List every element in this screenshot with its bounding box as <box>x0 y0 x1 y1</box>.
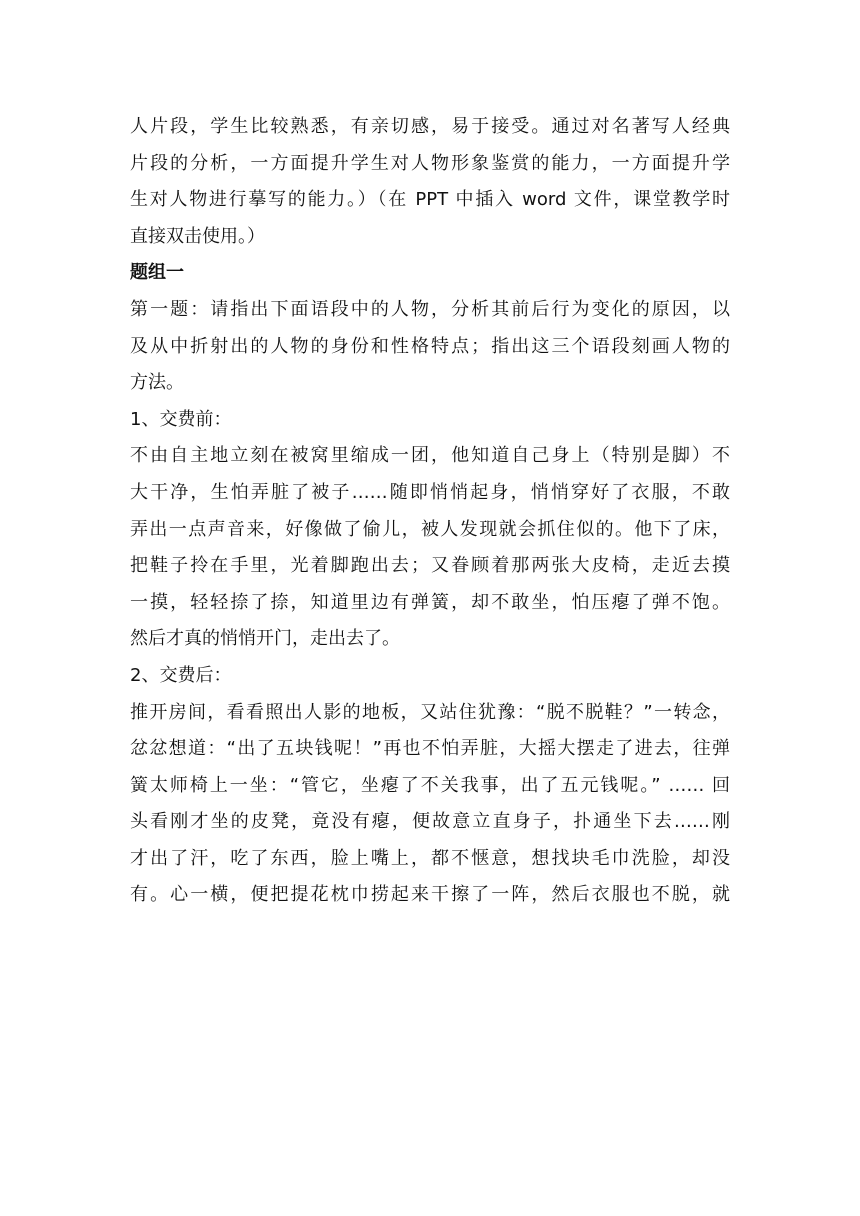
text-line: 生对人物进行摹写的能力。）（在 PPT 中插入 word 文件，课堂教学时 <box>130 189 730 211</box>
section-heading <box>130 255 730 292</box>
question-paragraph <box>130 292 730 402</box>
text-line: 不由自主地立刻在被窝里缩成一团，他知道自己身上（特别是脚）不 <box>130 445 730 467</box>
text-line: 方法。 <box>130 372 184 394</box>
document-page <box>130 109 730 914</box>
text-line: 把鞋子拎在手里，光着脚跑出去；又眷顾着那两张大皮椅，走近去摸 <box>130 555 730 577</box>
passage-after <box>130 695 730 915</box>
passage-label-before <box>130 402 730 439</box>
text-line: 及从中折射出的人物的身份和性格特点；指出这三个语段刻画人物的 <box>130 335 730 357</box>
text-line: 然后才真的悄悄开门，走出去了。 <box>130 628 400 650</box>
text-line: 一摸，轻轻捺了捺，知道里边有弹簧，却不敢坐，怕压瘪了弹不饱。 <box>130 591 730 613</box>
text-line: 头看刚才坐的皮凳，竟没有瘪，便故意立直身子，扑通坐下去……刚 <box>130 811 730 833</box>
text-line: 第一题：请指出下面语段中的人物，分析其前后行为变化的原因，以 <box>130 298 730 320</box>
text-line: 大干净，生怕弄脏了被子……随即悄悄起身，悄悄穿好了衣服，不敢 <box>130 481 730 503</box>
text-line: 弄出一点声音来，好像做了偷儿，被人发现就会抓住似的。他下了床， <box>130 518 730 540</box>
text-line: 人片段，学生比较熟悉，有亲切感，易于接受。通过对名著写人经典 <box>130 116 730 137</box>
label-text: 2、交费后： <box>130 664 232 686</box>
text-line: 直接双击使用。） <box>130 225 265 247</box>
text-line: 推开房间，看看照出人影的地板，又站住犹豫：“脱不脱鞋？”一转念， <box>130 701 730 723</box>
label-text: 1、交费前： <box>130 408 232 430</box>
passage-before <box>130 438 730 658</box>
intro-paragraph <box>130 109 730 255</box>
text-line: 有。心一横，便把提花枕巾捞起来干擦了一阵，然后衣服也不脱，就 <box>130 884 730 906</box>
text-line: 忿忿想道：“出了五块钱呢！”再也不怕弄脏，大摇大摆走了进去，往弹 <box>130 738 730 760</box>
passage-label-after <box>130 658 730 695</box>
heading-text: 题组一 <box>130 262 184 284</box>
text-line: 片段的分析，一方面提升学生对人物形象鉴赏的能力，一方面提升学 <box>130 152 730 174</box>
text-line: 才出了汗，吃了东西，脸上嘴上，都不惬意，想找块毛巾洗脸，却没 <box>130 847 730 869</box>
text-line: 簧太师椅上一坐：“管它，坐瘪了不关我事，出了五元钱呢。” …… 回 <box>130 774 730 796</box>
